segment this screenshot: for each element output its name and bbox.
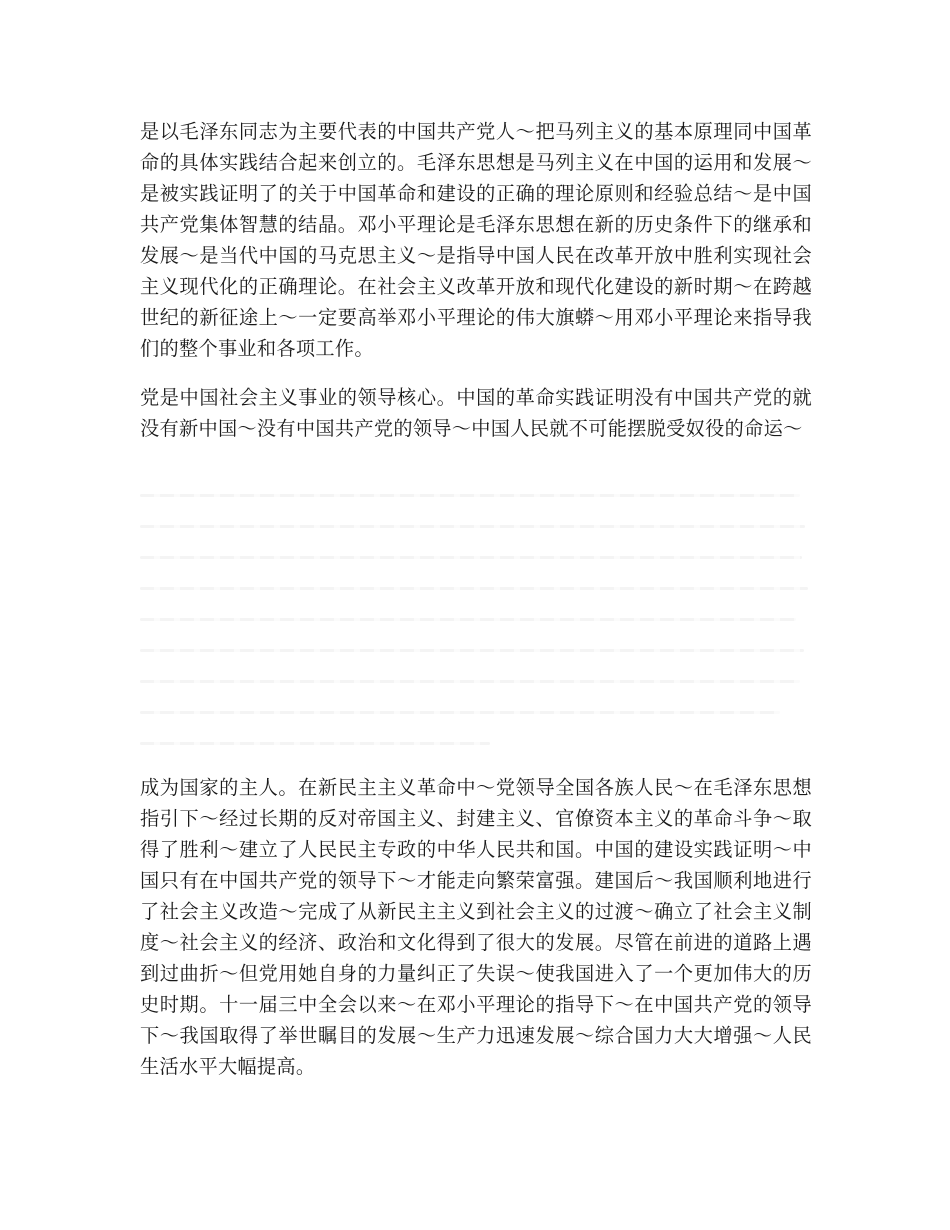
faded-line (140, 587, 808, 590)
faded-line (140, 711, 780, 714)
faded-line (140, 742, 490, 745)
faded-text-region (140, 480, 812, 760)
faded-line (140, 618, 796, 621)
paragraph-3: 成为国家的主人。在新民主主义革命中～党领导全国各族人民～在毛泽东思想指引下～经过长期的反对帝国主义、封建主义、官僚资本主义的革命斗争～取得了胜利～建立了人民民主专政的中华人民共和国。中国的建设实践证明～中国只有在中国共产党的领导下～才能走向繁荣富强。建国后～我国顺利地进行了社会主义改造～完成了从新民主主义到社会主义的过渡～确立了社会主义制度～社会主义的经济、政治和文化得到了很大的发展。尽管在前进的道路上遇到过曲折～但党用她自身的力量纠正了失误～使我国进入了一个更加伟大的历史时期。十一届三中全会以来～在邓小平理论的指导下～在中国共产党的领导下～我国取得了举世瞩目的发展～生产力迅速发展～综合国力大大增强～人民生活水平大幅提高。 (140, 776, 812, 1078)
faded-line (140, 525, 805, 528)
paragraph-2: 党是中国社会主义事业的领导核心。中国的革命实践证明没有中国共产党的就没有新中国～没有中国共产党的领导～中国人民就不可能摆脱受奴役的命运～ (140, 386, 812, 440)
faded-line (140, 649, 804, 652)
faded-line (140, 556, 802, 559)
faded-line (140, 494, 800, 497)
faded-line (140, 680, 800, 683)
paragraph-1: 是以毛泽东同志为主要代表的中国共产党人～把马列主义的基本原理同中国革命的具体实践结合起来创立的。毛泽东思想是马列主义在中国的运用和发展～是被实践证明了的关于中国革命和建设的正确的理论原则和经验总结～是中国共产党集体智慧的结晶。邓小平理论是毛泽东思想在新的历史条件下的继承和发展～是当代中国的马克思主义～是指导中国人民在改革开放中胜利实现社会主义现代化的正确理论。在社会主义改革开放和现代化建设的新时期～在跨越世纪的新征途上～一定要高举邓小平理论的伟大旗蟒～用邓小平理论来指导我们的整个事业和各项工作。 (140, 120, 812, 360)
